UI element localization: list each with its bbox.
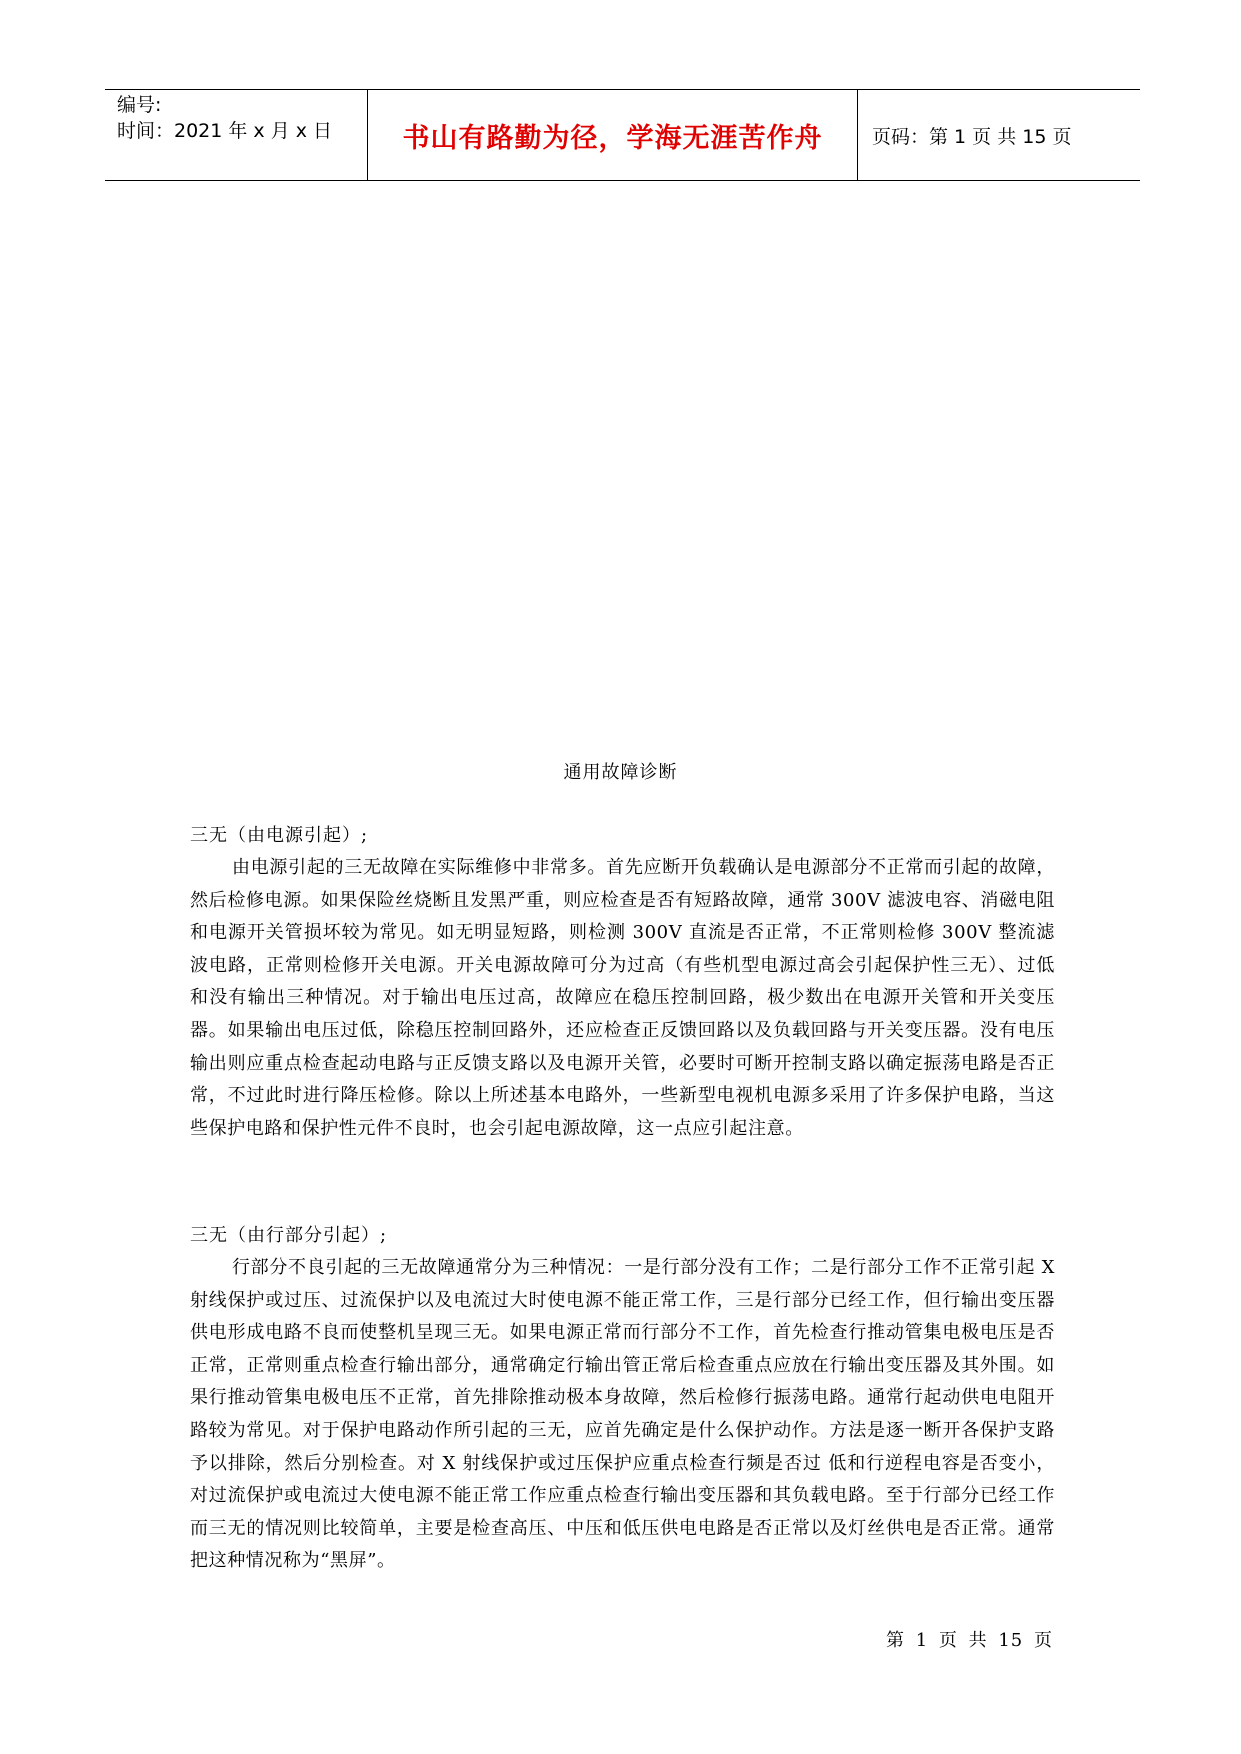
header-page-info: 页码：第 1 页 共 15 页 (872, 125, 1072, 148)
time-label: 时间：2021 年 x 月 x 日 (117, 120, 333, 142)
header-meta-cell (105, 90, 368, 180)
serial-number-label: 编号: (117, 94, 162, 116)
section-heading: 三无（由行部分引起）; (190, 1225, 388, 1246)
section-heading: 三无（由电源引起）; (190, 825, 369, 846)
document-title: 通用故障诊断 (563, 762, 678, 783)
page-footer: 第 1 页 共 15 页 (886, 1630, 1053, 1651)
page-header (105, 89, 1140, 181)
section-power-fault (190, 820, 1055, 1145)
section-paragraph: 行部分不良引起的三无故障通常分为三种情况：一是行部分没有工作；二是行部分工作不正常引起 X 射线保护或过压、过流保护以及电流过大时使电源不能正常工作，三是行部分已经工作，但行输出变压器供电形成电路不良而使整机呈现三无。如果电源正常而行部分不工作，首先检查行推动管集电极电压是否正常，正常则重点检查行输出部分，通常确定行输出管正常后检查重点应放在行输出变压器及其外围。如果行推动管集电极电压不正常，首先排除推动极本身故障，然后检修行振荡电路。通常行起动供电电阻开路较为常见。对于保护电路动作所引起的三无，应首先确定是什么保护动作。方法是逐一断开各保护支路予以排除，然后分别检查。对 X 射线保护或过压保护应重点检查行频是否过 低和行逆程电容是否变小，对过流保护或电流过大使电源不能正常工作应重点检查行输出变压器和其负载电路。至于行部分已经工作而三无的情况则比较简单，主要是检查高压、中压和低压供电电路是否正常以及灯丝供电是否正常。通常把这种情况称为“黑屏”。 (190, 1257, 1055, 1572)
header-motto-cell (368, 90, 858, 180)
header-page-cell (858, 90, 1140, 180)
section-paragraph: 由电源引起的三无故障在实际维修中非常多。首先应断开负载确认是电源部分不正常而引起的故障，然后检修电源。如果保险丝烧断且发黑严重，则应检查是否有短路故障，通常 300V 滤波电容、消磁电阻和电源开关管损坏较为常见。如无明显短路，则检测 300V 直流是否正常，不正常则检修 300V 整流滤波电路，正常则检修开关电源。开关电源故障可分为过高（有些机型电源过高会引起保护性三无）、过低和没有输出三种情况。对于输出电压过高，故障应在稳压控制回路，极少数出在电源开关管和开关变压器。如果输出电压过低，除稳压控制回路外，还应检查正反馈回路以及负载回路与开关变压器。没有电压输出则应重点检查起动电路与正反馈支路以及电源开关管，必要时可断开控制支路以确定振荡电路是否正常，不过此时进行降压检修。除以上所述基本电路外，一些新型电视机电源多采用了许多保护电路，当这些保护电路和保护性元件不良时，也会引起电源故障，这一点应引起注意。 (190, 857, 1055, 1139)
motto-text: 书山有路勤为径，学海无涯苦作舟 (402, 122, 823, 154)
section-line-fault (190, 1220, 1055, 1578)
